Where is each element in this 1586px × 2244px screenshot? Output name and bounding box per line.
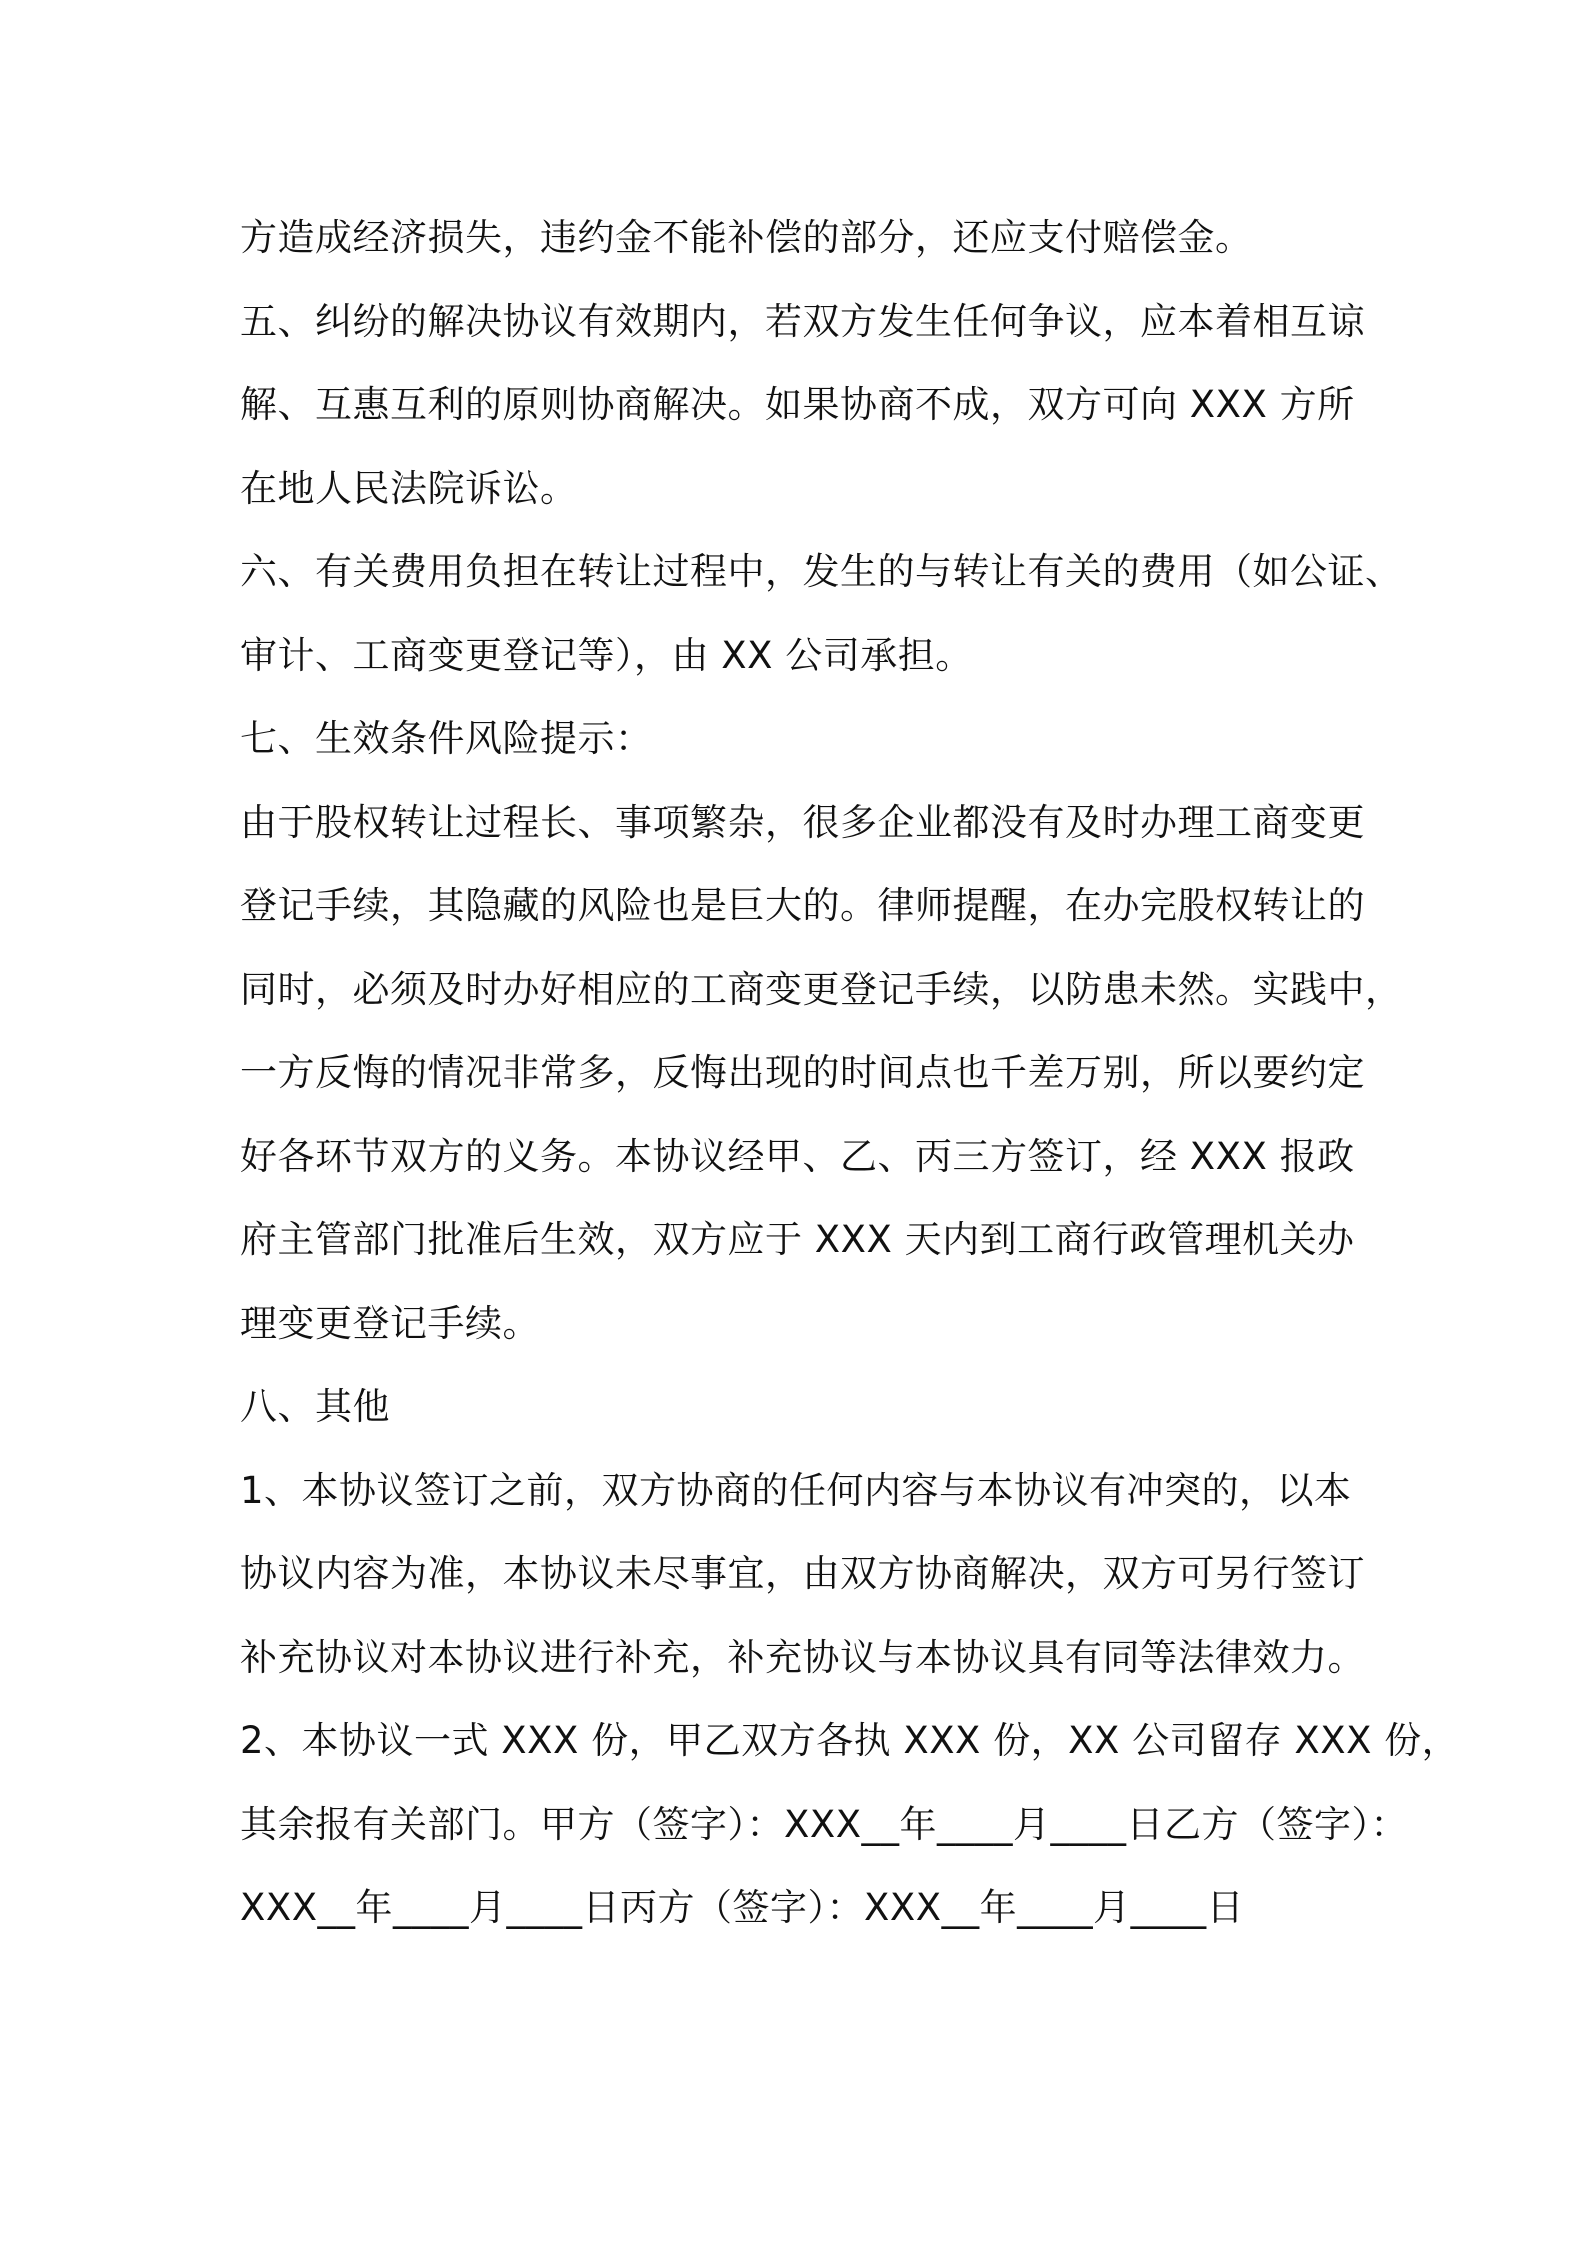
text-line: 好各环节双方的义务。本协议经甲、乙、丙三方签订，经 XXX 报政 bbox=[240, 1134, 1355, 1178]
text-line: 在地人民法院诉讼。 bbox=[240, 466, 578, 510]
text-line: 审计、工商变更登记等），由 XX 公司承担。 bbox=[240, 633, 973, 677]
text-line: 六、有关费用负担在转让过程中，发生的与转让有关的费用（如公证、 bbox=[240, 550, 1403, 593]
text-line: 府主管部门批准后生效，双方应于 XXX 天内到工商行政管理机关办 bbox=[240, 1218, 1355, 1261]
text-line: 1、本协议签订之前，双方协商的任何内容与本协议有冲突的，以本 bbox=[240, 1468, 1352, 1512]
text-line: 补充协议对本协议进行补充，补充协议与本协议具有同等法律效力。 bbox=[240, 1635, 1365, 1679]
text-line: 一方反悔的情况非常多，反悔出现的时间点也千差万别，所以要约定 bbox=[240, 1051, 1365, 1094]
signature-line: XXX__年____月____日丙方（签字）：XXX__年____月____日 bbox=[240, 1886, 1245, 1929]
text-line: 登记手续，其隐藏的风险也是巨大的。律师提醒，在办完股权转让的 bbox=[240, 884, 1365, 927]
section-heading: 八、其他 bbox=[240, 1385, 390, 1428]
text-line: 五、纠纷的解决协议有效期内，若双方发生任何争议，应本着相互谅 bbox=[240, 299, 1365, 343]
text-line: 理变更登记手续。 bbox=[240, 1301, 540, 1345]
text-line: 解、互惠互利的原则协商解决。如果协商不成，双方可向 XXX 方所 bbox=[240, 383, 1355, 426]
section-heading: 七、生效条件风险提示： bbox=[240, 717, 653, 760]
text-line: 同时，必须及时办好相应的工商变更登记手续，以防患未然。实践中， bbox=[240, 967, 1403, 1011]
text-line: 2、本协议一式 XXX 份，甲乙双方各执 XXX 份，XX 公司留存 XXX 份， bbox=[240, 1719, 1460, 1762]
signature-line: 其余报有关部门。甲方（签字）：XXX__年____月____日乙方（签字）： bbox=[240, 1802, 1409, 1846]
text-line: 协议内容为准，本协议未尽事宜，由双方协商解决，双方可另行签订 bbox=[240, 1552, 1365, 1595]
document-body bbox=[240, 196, 1460, 1950]
text-line: 方造成经济损失，违约金不能补偿的部分，还应支付赔偿金。 bbox=[240, 216, 1253, 259]
text-line: 由于股权转让过程长、事项繁杂，很多企业都没有及时办理工商变更 bbox=[240, 800, 1365, 844]
